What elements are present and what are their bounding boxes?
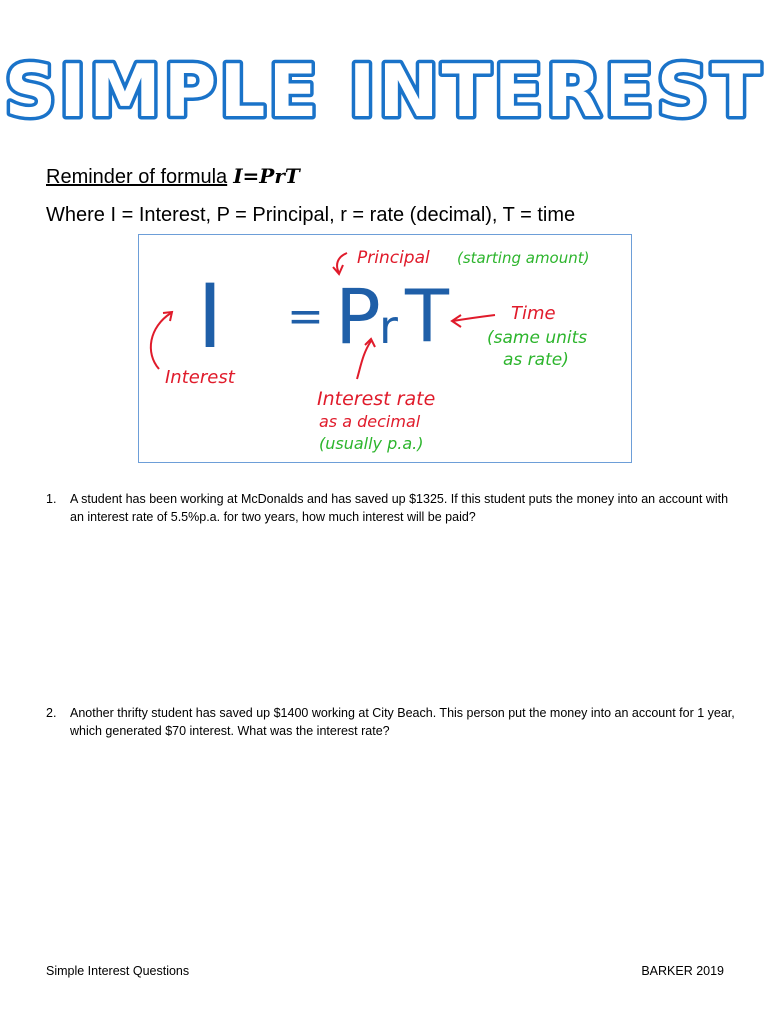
question-1-text: A student has been working at McDonalds and has saved up $1325. If this student puts the money into an account with an interest rate of 5.5%p.a. for two years, how much interest will be paid?: [70, 492, 729, 524]
variable-definitions: Where I = Interest, P = Principal, r = rate (decimal), T = time: [46, 204, 576, 226]
question-2-number: 2.: [46, 706, 57, 720]
footer-author: BARKER 2019: [641, 964, 724, 978]
formula-P: P: [335, 272, 381, 361]
formula-diagram: [138, 234, 632, 463]
formula-r: r: [379, 300, 398, 354]
question-1: [46, 490, 736, 526]
reminder-label: Reminder of formula: [46, 166, 228, 188]
page-title-text: SIMPLE INTEREST: [4, 49, 764, 133]
formula-reminder: [46, 164, 300, 189]
formula-T: T: [405, 274, 449, 358]
principal-label: Principal: [357, 248, 430, 268]
time-note-line1: (same units: [487, 328, 588, 348]
footer-title: Simple Interest Questions: [46, 964, 190, 978]
interest-label: Interest: [165, 367, 235, 388]
formula-I: I: [197, 265, 223, 368]
question-2-text: Another thrifty student has saved up $1400 working at City Beach. This person put the money into an account for 1 year, which generated $70 interest. What was the interest rate?: [70, 706, 735, 738]
principal-note: (starting amount): [457, 249, 590, 267]
rate-note-line2: (usually p.a.): [319, 434, 424, 453]
principal-arrow: [337, 253, 347, 273]
question-2: [46, 704, 736, 740]
time-note-line2: as rate): [503, 350, 569, 370]
reminder-formula: I=PrT: [233, 164, 300, 188]
rate-note-line1: as a decimal: [319, 412, 421, 431]
page-title: [4, 49, 764, 133]
time-label: Time: [511, 303, 556, 324]
formula-equals: =: [287, 291, 324, 342]
interest-arrow: [151, 313, 171, 369]
rate-label: Interest rate: [317, 388, 436, 410]
question-1-number: 1.: [46, 492, 57, 506]
